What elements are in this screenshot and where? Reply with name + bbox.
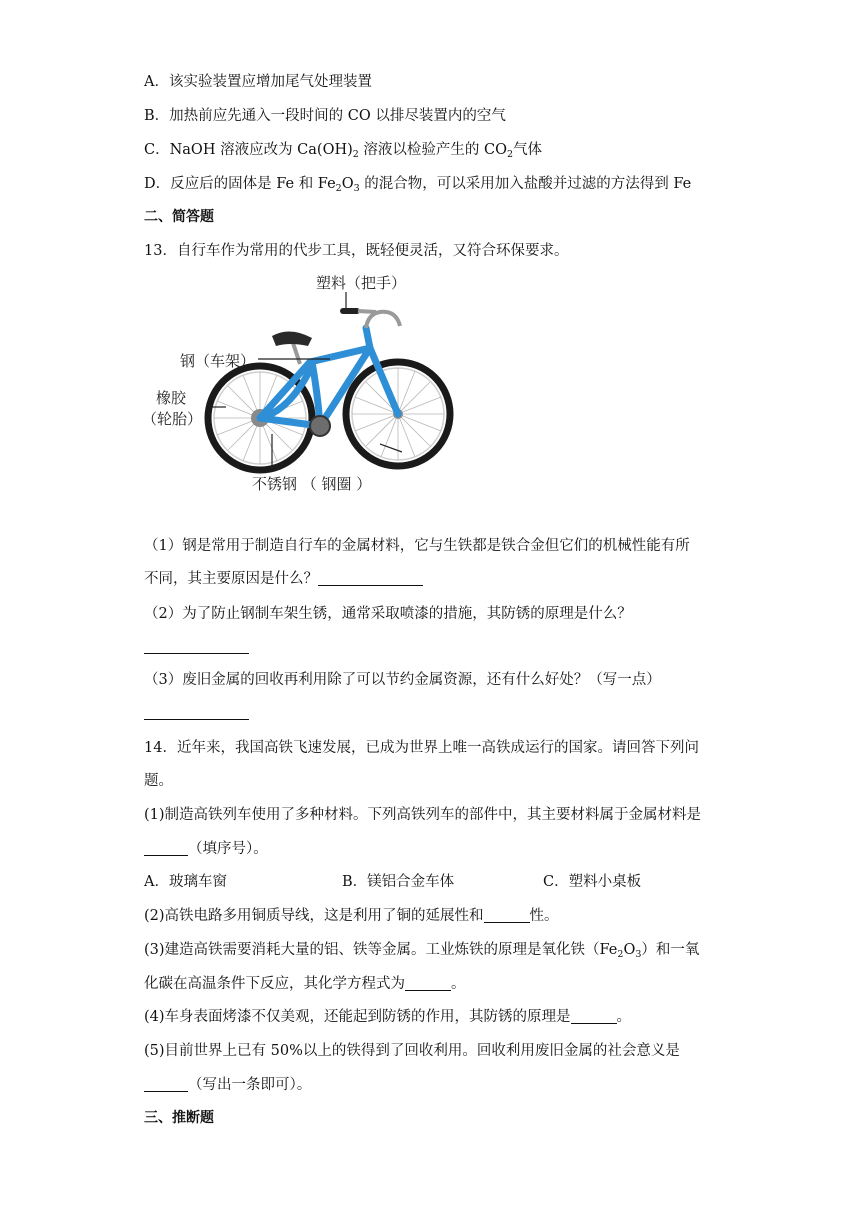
option-d: D．反应后的固体是 Fe 和 $Fe_2O_3$ 的混合物，可以采用加入盐酸并过滤的方法得到 Fe (144, 176, 692, 194)
label-rubber: 橡胶 (156, 389, 187, 407)
q14-part3-cont: 化碳在高温条件下反应，其化学方程式为 。 (144, 976, 466, 992)
q14-part5-cont: （写出一条即可）。 (144, 1075, 311, 1095)
bicycle-illustration (140, 266, 460, 498)
q13-part3-answer (144, 703, 249, 723)
q13-part2-answer (144, 637, 249, 657)
q14-stem-cont: 题。 (144, 773, 173, 789)
answer-blank[interactable] (144, 1076, 188, 1092)
bicycle-figure (140, 266, 460, 498)
answer-blank[interactable] (144, 638, 249, 654)
q14-stem: 14．近年来，我国高铁飞速发展，已成为世界上唯一高铁成运行的国家。请回答下列问 (144, 740, 699, 756)
q14-option-b: B．镁铝合金车体 (342, 874, 455, 890)
option-a: A．该实验装置应增加尾气处理装置 (144, 74, 372, 90)
section-heading-short-answer: 二、简答题 (144, 209, 214, 225)
q14-part2: (2)高铁电路多用铜质导线，这是利用了铜的延展性和 性。 (144, 908, 559, 924)
answer-blank[interactable] (318, 570, 423, 586)
option-c: C．NaOH 溶液应改为 $Ca(OH)_2$ 溶液以检验产生的 $CO_2$气体 (144, 142, 543, 160)
q13-part1-cont: 不同，其主要原因是什么？ (144, 569, 423, 589)
q14-part5: (5)目前世界上已有 50%以上的铁得到了回收利用。回收利用废旧金属的社会意义是 (144, 1043, 680, 1059)
answer-blank[interactable] (144, 704, 249, 720)
q14-part4: (4)车身表面烤漆不仅美观，还能起到防锈的作用，其防锈的原理是 。 (144, 1009, 632, 1025)
q14-part1: (1)制造高铁列车使用了多种材料。下列高铁列车的部件中，其主要材料属于金属材料是 (144, 807, 702, 823)
label-stainless-rim: 不锈钢 （ 钢圈 ） (252, 475, 372, 493)
q14-part3: (3)建造高铁需要消耗大量的铝、铁等金属。工业炼铁的原理是氧化铁$(Fe_2O_3)$和一氧 (144, 942, 700, 960)
option-b: B．加热前应先通入一段时间的 CO 以排尽装置内的空气 (144, 108, 506, 124)
q13-part2: （2）为了防止钢制车架生锈，通常采取喷漆的措施，其防锈的原理是什么？ (144, 606, 632, 622)
q14-option-c: C．塑料小桌板 (543, 874, 642, 890)
q14-part1-cont: （填序号）。 (144, 839, 268, 859)
q13-part3: （3）废旧金属的回收再利用除了可以节约金属资源，还有什么好处？（写一点） (144, 672, 661, 688)
section-heading-inference: 三、推断题 (144, 1110, 214, 1126)
answer-blank[interactable] (144, 840, 188, 856)
label-plastic-handle: 塑料（把手） (316, 274, 407, 292)
label-tire: （轮胎） (142, 410, 203, 428)
answer-blank[interactable] (571, 1008, 617, 1024)
q14-option-a: A．玻璃车窗 (144, 874, 227, 890)
q13-stem: 13．自行车作为常用的代步工具，既轻便灵活，又符合环保要求。 (144, 243, 569, 259)
label-steel-frame: 钢（车架） (180, 352, 256, 370)
q13-part1: （1）钢是常用于制造自行车的金属材料，它与生铁都是铁合金但它们的机械性能有所 (144, 538, 690, 554)
answer-blank[interactable] (484, 907, 530, 923)
answer-blank[interactable] (405, 975, 451, 991)
